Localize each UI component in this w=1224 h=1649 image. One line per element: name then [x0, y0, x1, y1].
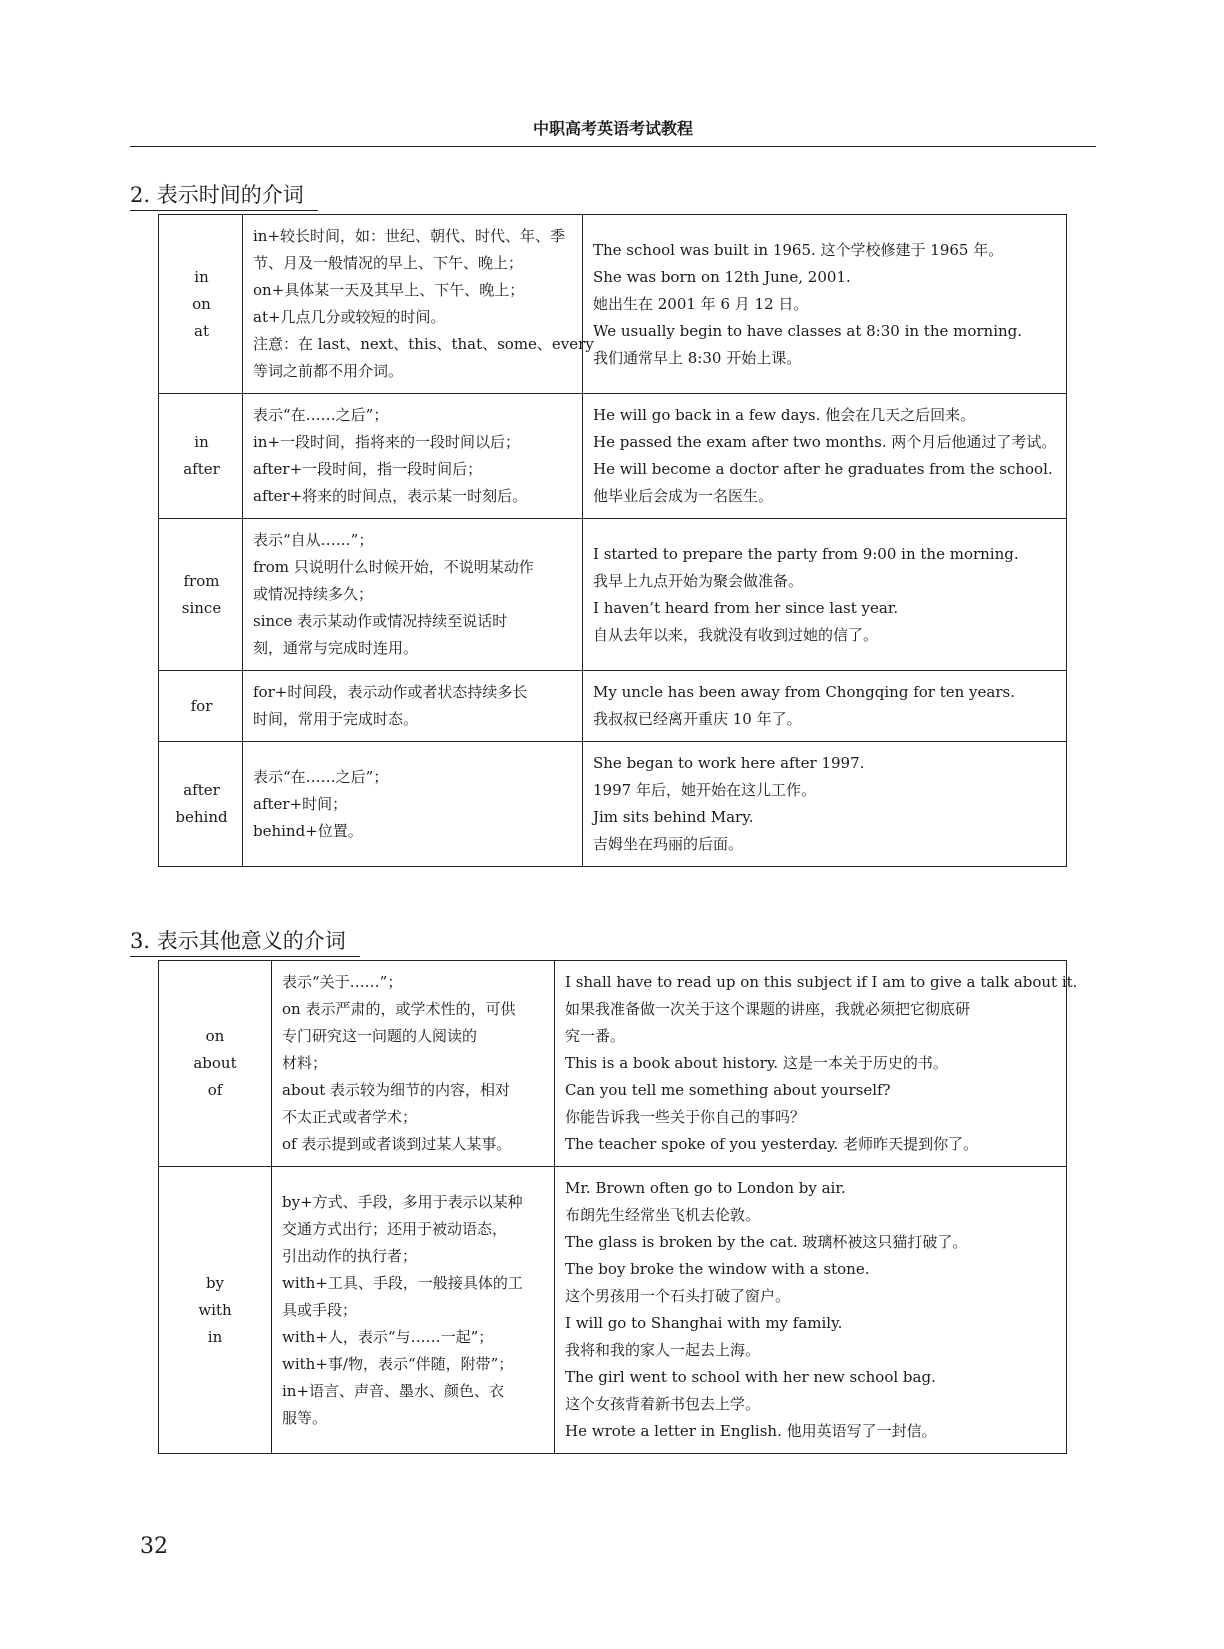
usage-cell: [272, 961, 555, 1167]
table-row: [159, 519, 1067, 671]
usage-line: for+时间段，表示动作或者状态持续多长: [253, 683, 528, 701]
preposition: since: [181, 598, 222, 617]
usage-line: 表示“自从……”；: [253, 531, 374, 549]
usage-line: at+几点几分或较短的时间。: [253, 308, 446, 326]
preposition: in: [194, 267, 209, 286]
table-row: [159, 394, 1067, 519]
example-line: The girl went to school with her new school bag.: [565, 1368, 936, 1386]
example-cell: [583, 215, 1067, 394]
time-prepositions-table: [158, 214, 1067, 867]
usage-line: 服等。: [282, 1408, 328, 1427]
example-cell: [583, 394, 1067, 519]
preposition: for: [190, 696, 213, 715]
example-line: I will go to Shanghai with my family.: [565, 1314, 843, 1332]
example-cell: [555, 1167, 1067, 1454]
example-line: 如果我准备做一次关于这个课题的讲座，我就必须把它彻底研: [565, 1000, 971, 1018]
preposition: after: [183, 781, 220, 799]
example-line: She was born on 12th June, 2001.: [593, 267, 851, 286]
usage-line: 时间，常用于完成时态。: [253, 710, 419, 728]
example-line: 自从去年以来，我就没有收到过她的信了。: [593, 625, 879, 644]
usage-line: behind+位置。: [253, 821, 363, 840]
usage-line: of 表示提到或者谈到过某人某事。: [282, 1135, 512, 1153]
preposition-cell: [159, 519, 243, 671]
example-line: The school was built in 1965. 这个学校修建于 1965 年。: [593, 240, 1004, 259]
example-line: 我叔叔已经离开重庆 10 年了。: [593, 710, 802, 728]
table-row: [159, 742, 1067, 867]
usage-line: in+较长时间，如：世纪、朝代、时代、年、季: [253, 227, 566, 245]
example-line: This is a book about history. 这是一本关于历史的书。: [565, 1054, 948, 1072]
example-cell: [583, 671, 1067, 742]
usage-cell: [243, 215, 594, 394]
usage-line: 表示“在……之后”；: [253, 767, 389, 786]
usage-cell: [243, 671, 583, 742]
table-row: [159, 1167, 1067, 1454]
usage-line: from 只说明什么时候开始，不说明某动作: [253, 558, 534, 576]
table-row: [159, 961, 1067, 1167]
example-line: 他毕业后会成为一名医生。: [593, 487, 774, 505]
usage-line: 交通方式出行；还用于被动语态，: [282, 1219, 508, 1238]
example-line: Jim sits behind Mary.: [593, 808, 754, 826]
preposition: in: [207, 1327, 223, 1346]
usage-line: 表示“关于……”；: [282, 973, 403, 991]
preposition: by: [205, 1273, 225, 1292]
example-line: Mr. Brown often go to London by air.: [565, 1179, 846, 1197]
example-cell: [583, 742, 1067, 867]
example-line: He will go back in a few days. 他会在几天之后回来。: [593, 406, 976, 424]
usage-line: 专门研究这一问题的人阅读的: [282, 1027, 478, 1045]
example-line: The teacher spoke of you yesterday. 老师昨天提到你了。: [565, 1135, 979, 1153]
example-cell: [555, 961, 1078, 1167]
usage-line: since 表示某动作或情况持续至说话时: [253, 612, 508, 630]
usage-line: with+工具、手段，一般接具体的工: [282, 1273, 523, 1292]
example-line: Can you tell me something about yourself?: [565, 1081, 891, 1099]
preposition: in: [194, 433, 209, 451]
section-title-other-prepositions: 3. 表示其他意义的介词: [130, 926, 360, 957]
example-line: 这个女孩背着新书包去上学。: [565, 1395, 761, 1413]
usage-line: 具或手段；: [282, 1300, 358, 1319]
usage-line: 节、月及一般情况的早上、下午、晚上；: [253, 254, 524, 272]
example-line: 你能告诉我一些关于你自己的事吗？: [565, 1108, 806, 1126]
example-line: The boy broke the window with a stone.: [565, 1260, 870, 1278]
preposition-cell: [159, 742, 243, 867]
preposition-cell: [159, 215, 243, 394]
table-row: [159, 215, 1067, 394]
preposition: with: [198, 1300, 232, 1319]
other-prepositions-table: [158, 960, 1078, 1454]
example-line: 我们通常早上 8:30 开始上课。: [593, 348, 802, 367]
usage-line: after+一段时间，指一段时间后；: [253, 460, 483, 478]
preposition: from: [183, 571, 220, 590]
example-line: We usually begin to have classes at 8:30 in the morning.: [593, 321, 1023, 340]
usage-line: after+将来的时间点，表示某一时刻后。: [253, 487, 528, 505]
preposition-cell: [159, 961, 272, 1167]
example-line: 吉姆坐在玛丽的后面。: [593, 835, 744, 853]
preposition: on: [205, 1027, 225, 1045]
example-line: My uncle has been away from Chongqing for ten years.: [593, 683, 1015, 701]
example-line: She began to work here after 1997.: [593, 754, 865, 772]
usage-line: about 表示较为细节的内容，相对: [282, 1081, 511, 1099]
example-line: 1997 年后，她开始在这儿工作。: [593, 781, 816, 799]
example-line: He wrote a letter in English. 他用英语写了一封信。: [565, 1422, 937, 1440]
example-line: He will become a doctor after he graduates from the school.: [593, 460, 1053, 478]
preposition-cell: [159, 671, 243, 742]
usage-line: with+人，表示“与……一起”；: [282, 1327, 494, 1346]
preposition: behind: [175, 808, 228, 826]
preposition: on: [192, 294, 211, 313]
usage-line: with+事/物，表示“伴随，附带”；: [282, 1354, 514, 1373]
usage-cell: [243, 519, 583, 671]
example-line: I haven’t heard from her since last year.: [593, 598, 899, 617]
example-line: I started to prepare the party from 9:00 in the morning.: [593, 544, 1019, 563]
example-line: I shall have to read up on this subject if I am to give a talk about it.: [565, 973, 1078, 991]
preposition-cell: [159, 1167, 272, 1454]
preposition-cell: [159, 394, 243, 519]
example-line: He passed the exam after two months. 两个月后他通过了考试。: [593, 433, 1057, 451]
usage-line: 注意：在 last、next、this、that、some、every: [253, 335, 594, 353]
usage-line: on 表示严肃的，或学术性的，可供: [282, 1000, 516, 1018]
example-line: The glass is broken by the cat. 玻璃杯被这只猫打破了。: [565, 1233, 968, 1251]
example-line: 我将和我的家人一起去上海。: [565, 1341, 761, 1359]
example-cell: [583, 519, 1067, 671]
example-line: 究一番。: [565, 1027, 626, 1045]
preposition: after: [183, 460, 220, 478]
usage-line: after+时间；: [253, 794, 348, 813]
page-number: 32: [140, 1534, 168, 1559]
example-line: 她出生在 2001 年 6 月 12 日。: [593, 294, 809, 313]
running-header: 中职高考英语考试教程: [130, 112, 1096, 147]
usage-line: 刻，通常与完成时连用。: [253, 639, 419, 657]
usage-line: on+具体某一天及其早上、下午、晚上；: [253, 281, 525, 299]
usage-cell: [243, 742, 583, 867]
usage-cell: [243, 394, 583, 519]
example-line: 布朗先生经常坐飞机去伦敦。: [565, 1206, 761, 1224]
usage-line: in+一段时间，指将来的一段时间以后；: [253, 433, 521, 451]
usage-line: 不太正式或者学术；: [282, 1108, 418, 1126]
usage-line: 等词之前都不用介词。: [253, 362, 404, 380]
section-title-time-prepositions: 2. 表示时间的介词: [130, 180, 318, 211]
usage-line: 材料；: [282, 1054, 328, 1072]
example-line: 我早上九点开始为聚会做准备。: [593, 571, 804, 590]
preposition: about: [193, 1054, 237, 1072]
usage-line: in+语言、声音、墨水、颜色、衣: [282, 1381, 505, 1400]
usage-line: by+方式、手段，多用于表示以某种: [282, 1192, 523, 1211]
preposition: of: [207, 1081, 223, 1099]
preposition: at: [194, 321, 209, 340]
usage-line: 或情况持续多久；: [253, 585, 374, 603]
usage-line: 表示“在……之后”；: [253, 406, 389, 424]
table-row: [159, 671, 1067, 742]
example-line: 这个男孩用一个石头打破了窗户。: [565, 1287, 791, 1305]
usage-cell: [272, 1167, 555, 1454]
usage-line: 引出动作的执行者；: [282, 1246, 418, 1265]
